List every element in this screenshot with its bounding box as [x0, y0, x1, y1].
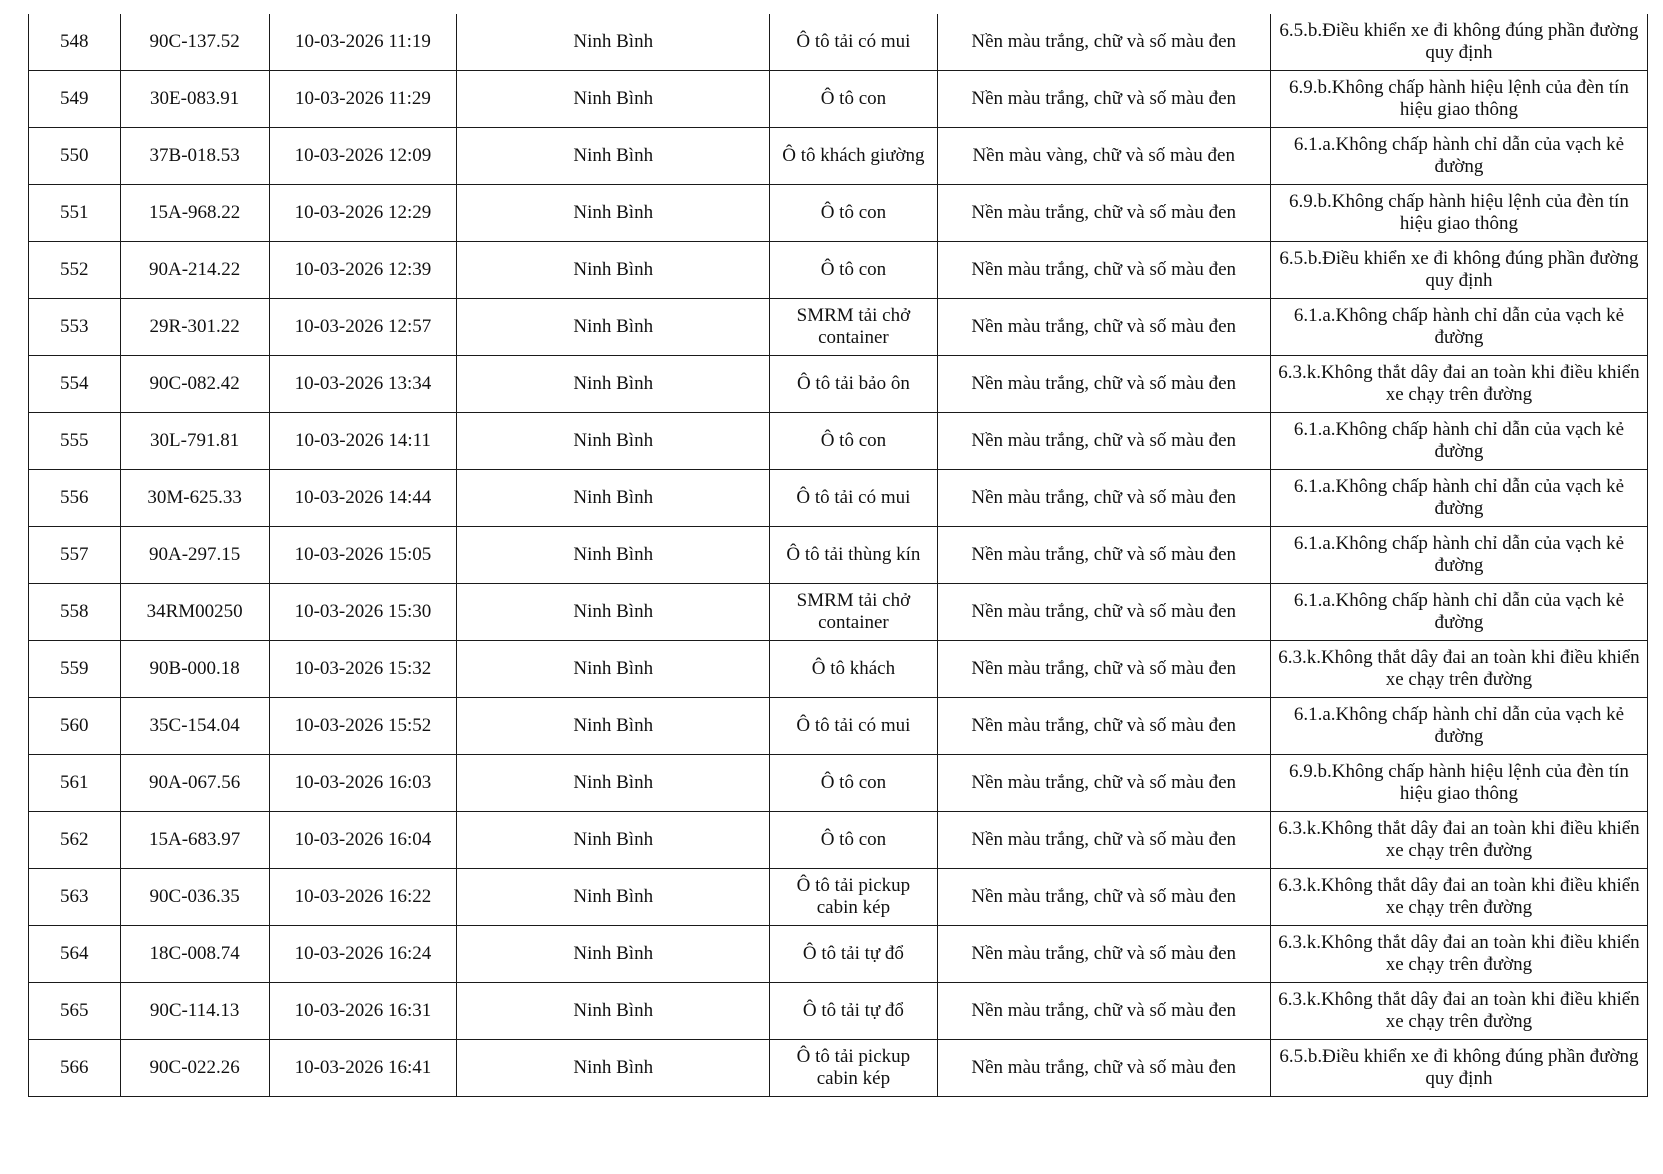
cell-location: Ninh Bình — [457, 527, 770, 584]
cell-vehicle-type: Ô tô con — [770, 812, 937, 869]
cell-location: Ninh Bình — [457, 983, 770, 1040]
cell-plate-color: Nền màu trắng, chữ và số màu đen — [937, 71, 1270, 128]
cell-vehicle-type: SMRM tải chở container — [770, 299, 937, 356]
cell-location: Ninh Bình — [457, 755, 770, 812]
table-row — [29, 641, 1648, 698]
cell-location: Ninh Bình — [457, 926, 770, 983]
cell-violation: 6.1.a.Không chấp hành chỉ dẫn của vạch kẻ đường — [1270, 527, 1647, 584]
cell-violation: 6.3.k.Không thắt dây đai an toàn khi điều khiển xe chạy trên đường — [1270, 641, 1647, 698]
cell-violation-time: 10-03-2026 14:11 — [269, 413, 456, 470]
cell-violation-time: 10-03-2026 16:41 — [269, 1040, 456, 1097]
cell-plate-number: 34RM00250 — [120, 584, 269, 641]
cell-violation: 6.3.k.Không thắt dây đai an toàn khi điều khiển xe chạy trên đường — [1270, 812, 1647, 869]
cell-plate-number: 90A-067.56 — [120, 755, 269, 812]
cell-vehicle-type: Ô tô tải pickup cabin kép — [770, 1040, 937, 1097]
cell-plate-number: 90C-114.13 — [120, 983, 269, 1040]
cell-vehicle-type: Ô tô khách giường — [770, 128, 937, 185]
cell-plate-color: Nền màu trắng, chữ và số màu đen — [937, 812, 1270, 869]
cell-plate-color: Nền màu trắng, chữ và số màu đen — [937, 926, 1270, 983]
cell-stt: 562 — [29, 812, 121, 869]
cell-vehicle-type: Ô tô con — [770, 242, 937, 299]
cell-violation-time: 10-03-2026 15:52 — [269, 698, 456, 755]
cell-location: Ninh Bình — [457, 413, 770, 470]
cell-plate-color: Nền màu trắng, chữ và số màu đen — [937, 983, 1270, 1040]
cell-stt: 564 — [29, 926, 121, 983]
cell-vehicle-type: Ô tô tải có mui — [770, 14, 937, 71]
cell-plate-number: 37B-018.53 — [120, 128, 269, 185]
cell-plate-number: 30E-083.91 — [120, 71, 269, 128]
cell-stt: 560 — [29, 698, 121, 755]
table-row — [29, 356, 1648, 413]
cell-stt: 558 — [29, 584, 121, 641]
cell-plate-number: 90C-036.35 — [120, 869, 269, 926]
cell-violation-time: 10-03-2026 15:32 — [269, 641, 456, 698]
table-row — [29, 185, 1648, 242]
cell-violation: 6.9.b.Không chấp hành hiệu lệnh của đèn tín hiệu giao thông — [1270, 755, 1647, 812]
cell-plate-color: Nền màu trắng, chữ và số màu đen — [937, 470, 1270, 527]
cell-location: Ninh Bình — [457, 299, 770, 356]
cell-stt: 549 — [29, 71, 121, 128]
cell-plate-color: Nền màu trắng, chữ và số màu đen — [937, 527, 1270, 584]
cell-plate-number: 90B-000.18 — [120, 641, 269, 698]
cell-vehicle-type: Ô tô con — [770, 185, 937, 242]
cell-plate-color: Nền màu trắng, chữ và số màu đen — [937, 185, 1270, 242]
cell-stt: 556 — [29, 470, 121, 527]
cell-violation: 6.3.k.Không thắt dây đai an toàn khi điều khiển xe chạy trên đường — [1270, 356, 1647, 413]
cell-stt: 565 — [29, 983, 121, 1040]
cell-plate-color: Nền màu trắng, chữ và số màu đen — [937, 641, 1270, 698]
cell-violation: 6.3.k.Không thắt dây đai an toàn khi điều khiển xe chạy trên đường — [1270, 869, 1647, 926]
table-row — [29, 14, 1648, 71]
cell-vehicle-type: Ô tô tải bảo ôn — [770, 356, 937, 413]
table-row — [29, 527, 1648, 584]
cell-violation: 6.1.a.Không chấp hành chỉ dẫn của vạch kẻ đường — [1270, 299, 1647, 356]
cell-violation: 6.3.k.Không thắt dây đai an toàn khi điều khiển xe chạy trên đường — [1270, 926, 1647, 983]
cell-violation: 6.3.k.Không thắt dây đai an toàn khi điều khiển xe chạy trên đường — [1270, 983, 1647, 1040]
cell-stt: 550 — [29, 128, 121, 185]
table-row — [29, 1040, 1648, 1097]
cell-location: Ninh Bình — [457, 185, 770, 242]
cell-plate-color: Nền màu trắng, chữ và số màu đen — [937, 242, 1270, 299]
cell-violation-time: 10-03-2026 16:31 — [269, 983, 456, 1040]
cell-location: Ninh Bình — [457, 242, 770, 299]
violation-table — [28, 14, 1648, 1097]
cell-plate-color: Nền màu trắng, chữ và số màu đen — [937, 755, 1270, 812]
cell-violation-time: 10-03-2026 16:22 — [269, 869, 456, 926]
cell-plate-number: 35C-154.04 — [120, 698, 269, 755]
cell-violation-time: 10-03-2026 12:29 — [269, 185, 456, 242]
cell-plate-number: 90A-297.15 — [120, 527, 269, 584]
cell-violation-time: 10-03-2026 12:39 — [269, 242, 456, 299]
cell-violation: 6.9.b.Không chấp hành hiệu lệnh của đèn tín hiệu giao thông — [1270, 185, 1647, 242]
cell-stt: 548 — [29, 14, 121, 71]
cell-plate-color: Nền màu trắng, chữ và số màu đen — [937, 356, 1270, 413]
table-row — [29, 926, 1648, 983]
cell-plate-color: Nền màu trắng, chữ và số màu đen — [937, 14, 1270, 71]
cell-plate-number: 90C-022.26 — [120, 1040, 269, 1097]
cell-location: Ninh Bình — [457, 641, 770, 698]
cell-plate-number: 30L-791.81 — [120, 413, 269, 470]
cell-violation: 6.1.a.Không chấp hành chỉ dẫn của vạch kẻ đường — [1270, 413, 1647, 470]
cell-stt: 555 — [29, 413, 121, 470]
cell-vehicle-type: Ô tô tải tự đổ — [770, 983, 937, 1040]
cell-plate-color: Nền màu trắng, chữ và số màu đen — [937, 869, 1270, 926]
cell-stt: 563 — [29, 869, 121, 926]
cell-violation: 6.1.a.Không chấp hành chỉ dẫn của vạch kẻ đường — [1270, 128, 1647, 185]
cell-location: Ninh Bình — [457, 14, 770, 71]
cell-vehicle-type: SMRM tải chở container — [770, 584, 937, 641]
cell-plate-number: 90A-214.22 — [120, 242, 269, 299]
cell-plate-color: Nền màu trắng, chữ và số màu đen — [937, 413, 1270, 470]
table-row — [29, 470, 1648, 527]
cell-vehicle-type: Ô tô khách — [770, 641, 937, 698]
cell-plate-color: Nền màu trắng, chữ và số màu đen — [937, 299, 1270, 356]
cell-plate-number: 15A-968.22 — [120, 185, 269, 242]
cell-violation-time: 10-03-2026 15:05 — [269, 527, 456, 584]
cell-violation: 6.5.b.Điều khiển xe đi không đúng phần đường quy định — [1270, 242, 1647, 299]
table-body — [29, 14, 1648, 1097]
cell-plate-number: 18C-008.74 — [120, 926, 269, 983]
cell-vehicle-type: Ô tô tải tự đổ — [770, 926, 937, 983]
cell-vehicle-type: Ô tô con — [770, 71, 937, 128]
cell-plate-number: 90C-082.42 — [120, 356, 269, 413]
cell-vehicle-type: Ô tô tải thùng kín — [770, 527, 937, 584]
cell-plate-color: Nền màu trắng, chữ và số màu đen — [937, 1040, 1270, 1097]
cell-plate-number: 90C-137.52 — [120, 14, 269, 71]
cell-location: Ninh Bình — [457, 812, 770, 869]
cell-vehicle-type: Ô tô tải pickup cabin kép — [770, 869, 937, 926]
cell-stt: 559 — [29, 641, 121, 698]
cell-location: Ninh Bình — [457, 1040, 770, 1097]
cell-plate-number: 15A-683.97 — [120, 812, 269, 869]
cell-violation-time: 10-03-2026 12:57 — [269, 299, 456, 356]
cell-vehicle-type: Ô tô tải có mui — [770, 470, 937, 527]
cell-vehicle-type: Ô tô tải có mui — [770, 698, 937, 755]
cell-location: Ninh Bình — [457, 71, 770, 128]
cell-plate-color: Nền màu trắng, chữ và số màu đen — [937, 698, 1270, 755]
table-row — [29, 584, 1648, 641]
table-row — [29, 242, 1648, 299]
table-row — [29, 812, 1648, 869]
cell-location: Ninh Bình — [457, 698, 770, 755]
cell-plate-number: 29R-301.22 — [120, 299, 269, 356]
cell-plate-color: Nền màu vàng, chữ và số màu đen — [937, 128, 1270, 185]
table-row — [29, 413, 1648, 470]
cell-stt: 557 — [29, 527, 121, 584]
cell-stt: 551 — [29, 185, 121, 242]
cell-violation: 6.1.a.Không chấp hành chỉ dẫn của vạch kẻ đường — [1270, 698, 1647, 755]
table-row — [29, 71, 1648, 128]
cell-vehicle-type: Ô tô con — [770, 413, 937, 470]
cell-location: Ninh Bình — [457, 470, 770, 527]
table-row — [29, 299, 1648, 356]
cell-violation: 6.1.a.Không chấp hành chỉ dẫn của vạch kẻ đường — [1270, 470, 1647, 527]
cell-violation: 6.1.a.Không chấp hành chỉ dẫn của vạch kẻ đường — [1270, 584, 1647, 641]
cell-violation-time: 10-03-2026 16:03 — [269, 755, 456, 812]
cell-location: Ninh Bình — [457, 869, 770, 926]
cell-stt: 552 — [29, 242, 121, 299]
cell-violation-time: 10-03-2026 11:19 — [269, 14, 456, 71]
table-row — [29, 128, 1648, 185]
cell-violation-time: 10-03-2026 16:24 — [269, 926, 456, 983]
cell-violation-time: 10-03-2026 12:09 — [269, 128, 456, 185]
cell-violation-time: 10-03-2026 11:29 — [269, 71, 456, 128]
table-row — [29, 869, 1648, 926]
cell-violation: 6.5.b.Điều khiển xe đi không đúng phần đường quy định — [1270, 1040, 1647, 1097]
cell-location: Ninh Bình — [457, 128, 770, 185]
cell-stt: 553 — [29, 299, 121, 356]
cell-violation: 6.5.b.Điều khiển xe đi không đúng phần đường quy định — [1270, 14, 1647, 71]
cell-violation-time: 10-03-2026 15:30 — [269, 584, 456, 641]
cell-stt: 566 — [29, 1040, 121, 1097]
cell-violation-time: 10-03-2026 16:04 — [269, 812, 456, 869]
cell-plate-color: Nền màu trắng, chữ và số màu đen — [937, 584, 1270, 641]
cell-plate-number: 30M-625.33 — [120, 470, 269, 527]
cell-violation-time: 10-03-2026 13:34 — [269, 356, 456, 413]
table-row — [29, 755, 1648, 812]
cell-violation-time: 10-03-2026 14:44 — [269, 470, 456, 527]
cell-location: Ninh Bình — [457, 356, 770, 413]
cell-stt: 561 — [29, 755, 121, 812]
cell-vehicle-type: Ô tô con — [770, 755, 937, 812]
cell-stt: 554 — [29, 356, 121, 413]
cell-violation: 6.9.b.Không chấp hành hiệu lệnh của đèn tín hiệu giao thông — [1270, 71, 1647, 128]
table-row — [29, 983, 1648, 1040]
cell-location: Ninh Bình — [457, 584, 770, 641]
table-row — [29, 698, 1648, 755]
